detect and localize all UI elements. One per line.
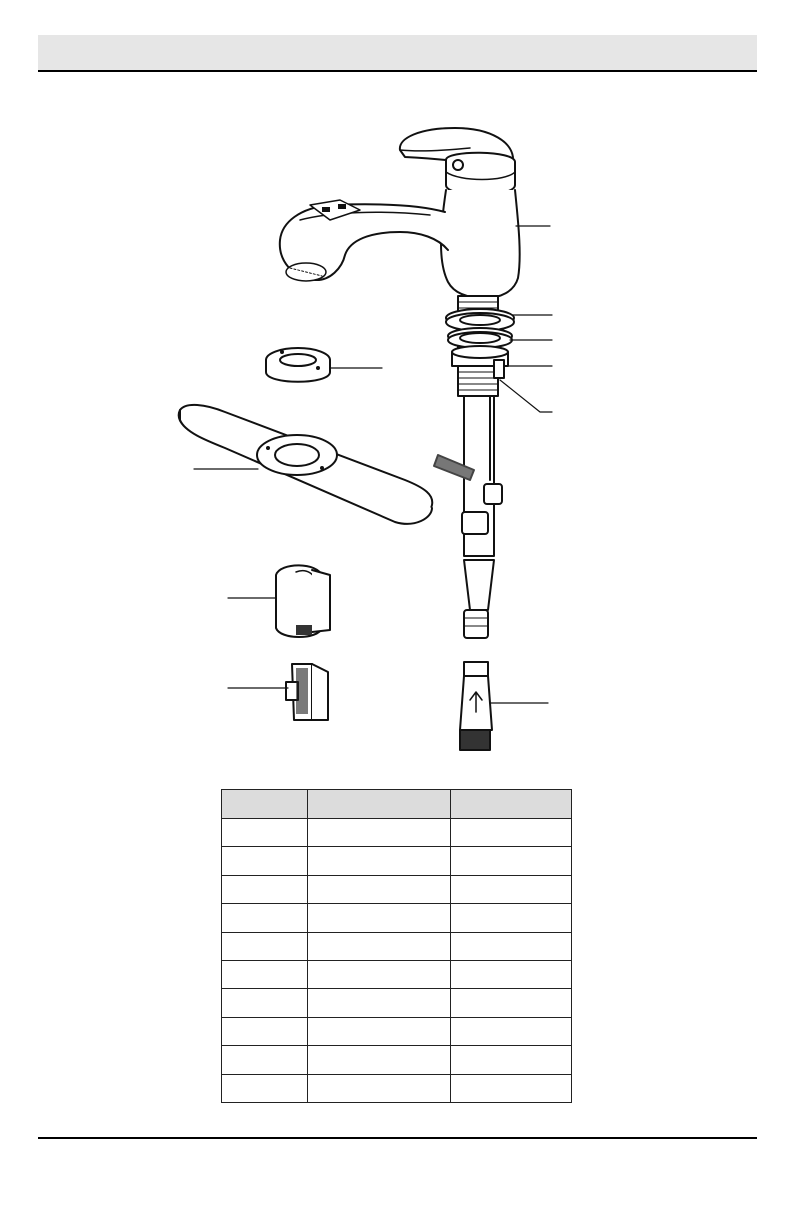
column-header (222, 790, 308, 819)
table-cell (451, 1074, 572, 1102)
table-cell (308, 1017, 451, 1045)
table-cell (451, 960, 572, 988)
table-cell (222, 847, 308, 875)
table-cell (222, 904, 308, 932)
supply-lines (434, 396, 502, 638)
table-cell (308, 875, 451, 903)
table-cell (308, 819, 451, 847)
table-cell (308, 847, 451, 875)
table-cell (451, 847, 572, 875)
table-cell (308, 1074, 451, 1102)
table-cell (308, 932, 451, 960)
table-cell (451, 1017, 572, 1045)
table-cell (451, 819, 572, 847)
hose-weight (276, 565, 330, 637)
table-row (222, 1046, 572, 1074)
table-cell (451, 1046, 572, 1074)
table-row (222, 1074, 572, 1102)
column-header (308, 790, 451, 819)
table-cell (222, 1074, 308, 1102)
footer-rule (38, 1137, 757, 1139)
table-cell (308, 989, 451, 1017)
table-cell (451, 904, 572, 932)
parts-table (221, 789, 572, 1103)
table-row (222, 819, 572, 847)
column-header (451, 790, 572, 819)
table-row (222, 875, 572, 903)
table-cell (222, 819, 308, 847)
table-cell (451, 875, 572, 903)
table-cell (222, 960, 308, 988)
table-cell (308, 960, 451, 988)
table-cell (222, 932, 308, 960)
table-row (222, 989, 572, 1017)
table-row (222, 904, 572, 932)
table-cell (222, 1017, 308, 1045)
table-cell (222, 989, 308, 1017)
table-cell (222, 875, 308, 903)
table-row (222, 960, 572, 988)
parts-table-header-row (222, 790, 572, 819)
deck-plate (179, 405, 433, 524)
table-cell (308, 1046, 451, 1074)
table-row (222, 847, 572, 875)
hose-clip (286, 664, 328, 720)
escutcheon-ring (266, 348, 330, 382)
table-row (222, 932, 572, 960)
table-row (222, 1017, 572, 1045)
table-cell (308, 904, 451, 932)
table-cell (222, 1046, 308, 1074)
table-cell (451, 932, 572, 960)
quick-connector (460, 662, 492, 750)
table-cell (451, 989, 572, 1017)
